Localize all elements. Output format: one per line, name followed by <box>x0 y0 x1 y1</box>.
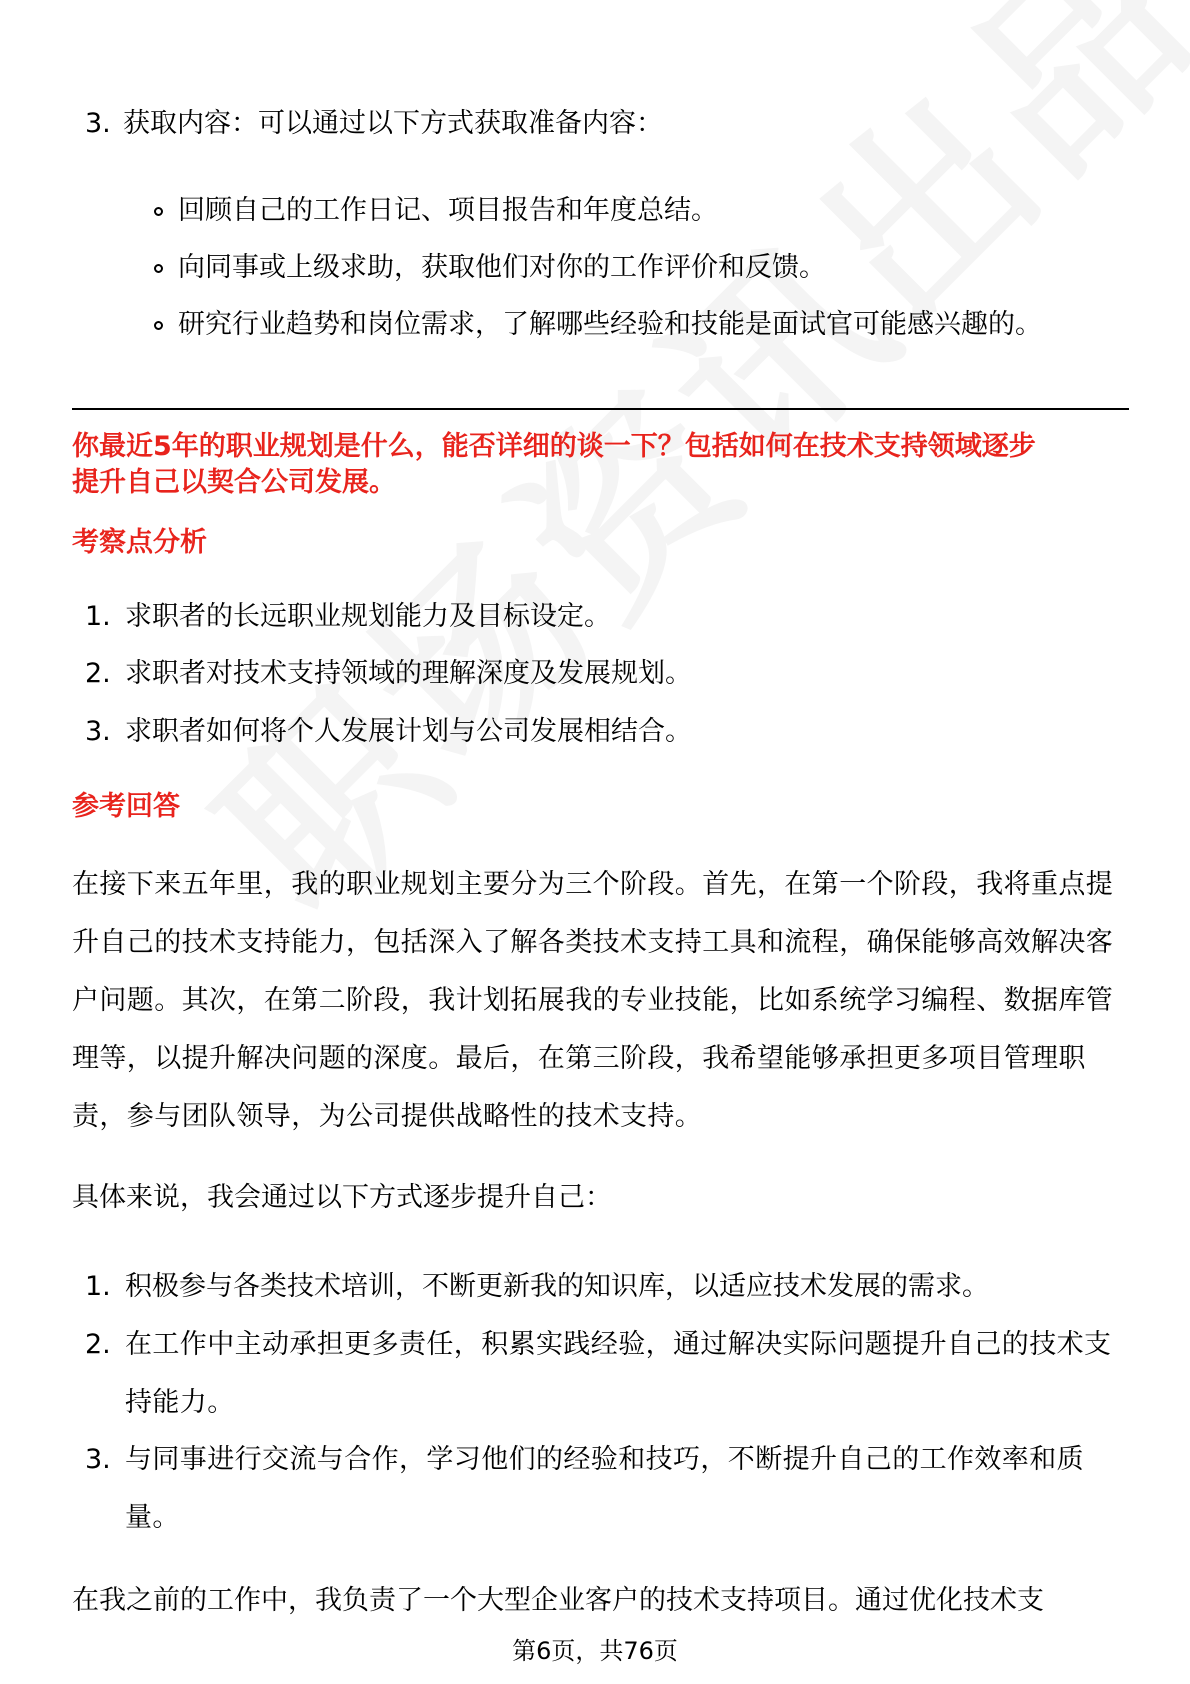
bullet-icon <box>154 264 163 273</box>
sub-list-item: 研究行业趋势和岗位需求，了解哪些经验和技能是面试官可能感兴趣的。 <box>178 309 1042 340</box>
analysis-heading: 考察点分析 <box>72 527 207 558</box>
page-footer: 第6页，共76页 <box>512 1637 678 1665</box>
answer-paragraph: 具体来说，我会通过以下方式逐步提升自己： <box>72 1182 612 1213</box>
analysis-item: 求职者对技术支持领域的理解深度及发展规划。 <box>125 658 692 689</box>
list-number: 3. <box>85 108 111 139</box>
answer-list-item: 积极参与各类技术培训，不断更新我的知识库，以适应技术发展的需求。 <box>125 1271 989 1302</box>
answer-list-item: 在工作中主动承担更多责任，积累实践经验，通过解决实际问题提升自己的技术支持能力。 <box>125 1329 1112 1418</box>
sub-list-item: 回顾自己的工作日记、项目报告和年度总结。 <box>178 195 718 226</box>
question-line-2: 提升自己以契合公司发展。 <box>72 467 396 498</box>
answer-heading: 参考回答 <box>72 791 180 822</box>
answer-list-item: 与同事进行交流与合作，学习他们的经验和技巧，不断提升自己的工作效率和质量。 <box>125 1444 1084 1533</box>
sub-list-item: 向同事或上级求助，获取他们对你的工作评价和反馈。 <box>178 252 826 283</box>
bullet-icon <box>154 321 163 330</box>
list-number: 2. <box>85 1329 111 1360</box>
analysis-item: 求职者的长远职业规划能力及目标设定。 <box>125 601 611 632</box>
analysis-item: 求职者如何将个人发展计划与公司发展相结合。 <box>125 716 692 747</box>
question-line-1: 你最近5年的职业规划是什么，能否详细的谈一下？包括如何在技术支持领域逐步 <box>72 431 1036 462</box>
list-item-text: 获取内容：可以通过以下方式获取准备内容： <box>123 108 663 139</box>
section-divider <box>72 408 1129 410</box>
bullet-icon <box>154 207 163 216</box>
list-number: 2. <box>85 658 111 689</box>
list-number: 3. <box>85 1444 111 1475</box>
list-number: 1. <box>85 1271 111 1302</box>
list-number: 1. <box>85 601 111 632</box>
answer-paragraph: 在接下来五年里，我的职业规划主要分为三个阶段。首先，在第一个阶段，我将重点提升自己的技术支持能力，包括深入了解各类技术支持工具和流程，确保能够高效解决客户问题。其次，在第二阶段，我计划拓展我的专业技能，比如系统学习编程、数据库管理等，以提升解决问题的深度。最后，在第三阶段，我希望能够承担更多项目管理职责，参与团队领导，为公司提供战略性的技术支持。 <box>72 869 1114 1132</box>
answer-paragraph: 在我之前的工作中，我负责了一个大型企业客户的技术支持项目。通过优化技术支 <box>72 1585 1044 1616</box>
list-number: 3. <box>85 716 111 747</box>
